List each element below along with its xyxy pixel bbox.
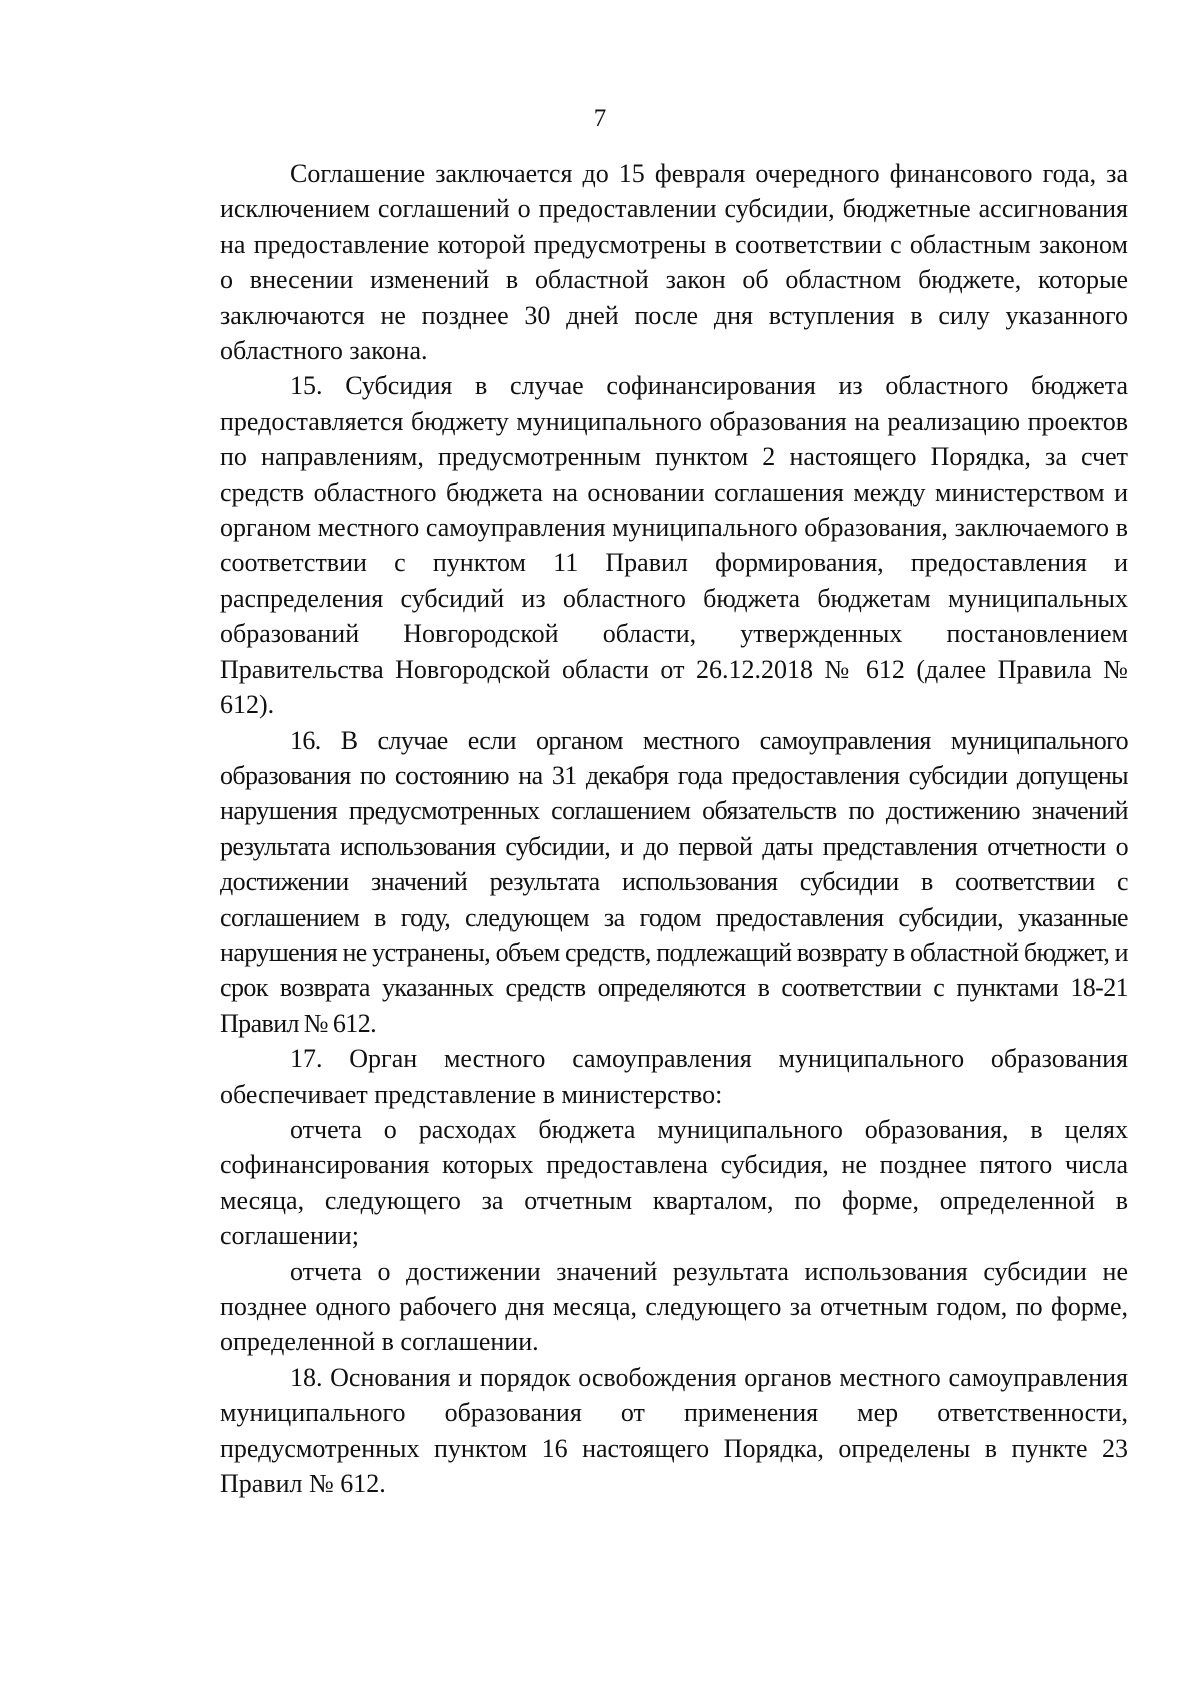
paragraph-16: 16. В случае если органом местного самоуправления муниципального образования по состоянию на 31 декабря года предоставления субсидии допущены нарушения предусмотренных соглашением обязательств по достижению значений результата использования субсидии, и до первой даты представления отчетности о достижении значений результата использования субсидии в соответствии с соглашением в году, следующем за годом предоставления субсидии, указанные нарушения не устранены, объем средств, подлежащий возврату в областной бюджет, и срок возврата указанных средств определяются в соответствии с пунктами 18-21 Правил № 612. (220, 725, 1128, 1038)
paragraph-18: 18. Основания и порядок освобождения органов местного самоуправления муниципального образования от применения мер ответственности, предусмотренных пунктом 16 настоящего Порядка, определены в пункте 23 Правил № 612. (220, 1362, 1128, 1499)
paragraph-15: 15. Субсидия в случае софинансирования из областного бюджета предоставляется бюджету муниципального образования на реализацию проектов по направлениям, предусмотренным пунктом 2 настоящего Порядка, за счет средств областного бюджета на основании соглашения между министерством и органом местного самоуправления муниципального образования, заключаемого в соответствии с пунктом 11 Правил формирования, предоставления и распределения субсидий из областного бюджета бюджетам муниципальных образований Новгородской области, утвержденных постановлением Правительства Новгородской области от 26.12.2018 № 612 (далее Правила № 612). (220, 371, 1128, 720)
paragraph-agreement-deadline: Соглашение заключается до 15 февраля очередного финансового года, за исключением соглашений о предоставлении субсидии, бюджетные ассигнования на предоставление которой предусмотрены в соответствии с областным законом о внесении изменений в областной закон об областном бюджете, которые заключаются не позднее 30 дней после дня вступления в силу указанного областного закона. (220, 159, 1128, 366)
page-number: 7 (593, 105, 607, 132)
document-body (220, 156, 1128, 1501)
paragraph-17: 17. Орган местного самоуправления муниципального образования обеспечивает представление в министерство: (220, 1044, 1128, 1109)
paragraph-17-result-report: отчета о достижении значений результата использования субсидии не позднее одного рабочего дня месяца, следующего за отчетным годом, по форме, определенной в соглашении. (220, 1256, 1128, 1357)
paragraph-17-expense-report: отчета о расходах бюджета муниципального образования, в целях софинансирования которых предоставлена субсидия, не позднее пятого числа месяца, следующего за отчетным кварталом, по форме, определенной в соглашении; (220, 1114, 1128, 1251)
